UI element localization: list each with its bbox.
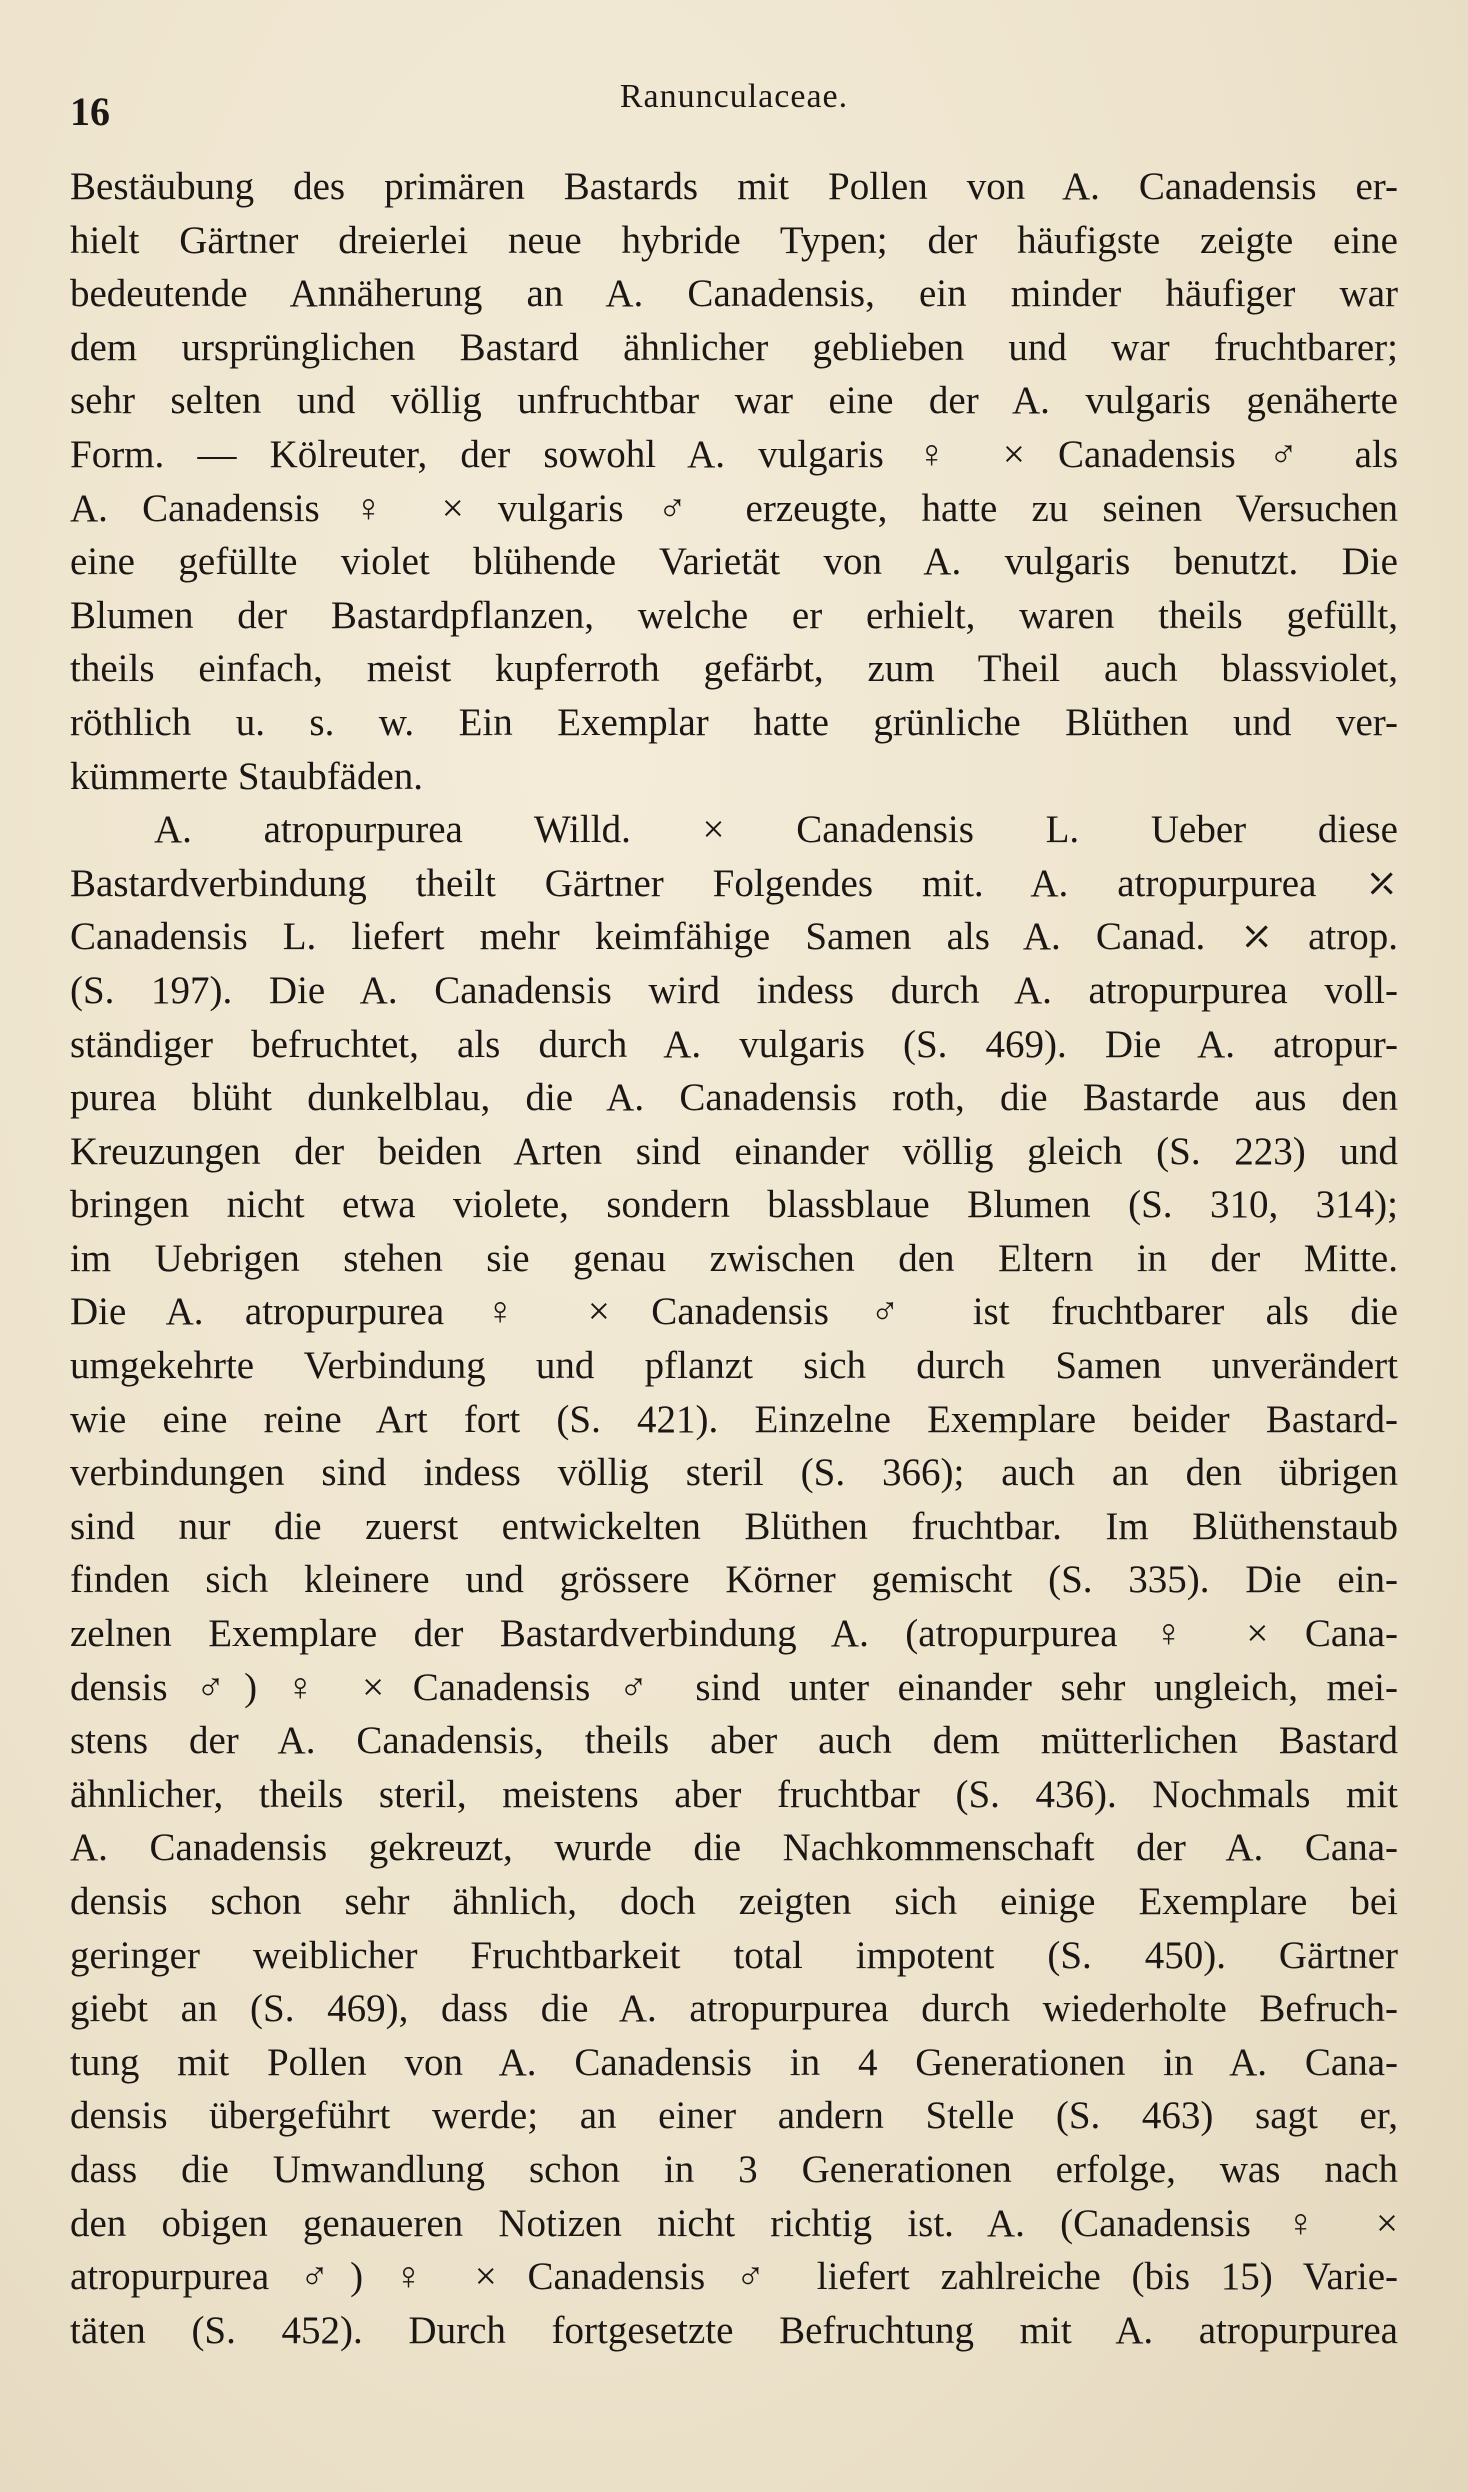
text-line: ähnlicher, theils steril, meistens aber fruchtbar (S. 436). Nochmals mit [70, 1772, 1398, 1816]
text-line: ständiger befruchtet, als durch A. vulgaris (S. 469). Die A. atropur- [70, 1022, 1398, 1066]
text-line: Kreuzungen der beiden Arten sind einander völlig gleich (S. 223) und [70, 1129, 1398, 1173]
page-header [70, 78, 1398, 134]
body-text [70, 160, 1398, 2357]
text-line: Bastardverbindung theilt Gärtner Folgendes mit. A. atropurpurea ⤫ [70, 861, 1398, 905]
text-line: bedeutende Annäherung an A. Canadensis, ein minder häufiger war [70, 272, 1398, 316]
text-line: bringen nicht etwa violete, sondern blassblaue Blumen (S. 310, 314); [70, 1183, 1398, 1227]
text-line: im Uebrigen stehen sie genau zwischen den Eltern in der Mitte. [70, 1236, 1398, 1280]
text-line: wie eine reine Art fort (S. 421). Einzelne Exemplare beider Bastard- [70, 1397, 1398, 1441]
text-line: Bestäubung des primären Bastards mit Pollen von A. Canadensis er- [70, 165, 1398, 208]
text-line: dem ursprünglichen Bastard ähnlicher geblieben und war fruchtbarer; [70, 325, 1398, 369]
text-line: theils einfach, meist kupferroth gefärbt, zum Theil auch blassviolet, [70, 647, 1398, 691]
text-line: A. Canadensis gekreuzt, wurde die Nachkommenschaft der A. Cana- [70, 1826, 1398, 1870]
text-line: Form. — Kölreuter, der sowohl A. vulgaris ♀ × Canadensis ♂ als [70, 432, 1398, 476]
text-line: tung mit Pollen von A. Canadensis in 4 Generationen in A. Cana- [70, 2040, 1398, 2084]
text-line: röthlich u. s. w. Ein Exemplar hatte grünliche Blüthen und ver- [70, 700, 1398, 744]
text-line: kümmerte Staubfäden. [70, 754, 424, 798]
text-line: täten (S. 452). Durch fortgesetzte Befruchtung mit A. atropurpurea [70, 2308, 1398, 2352]
text-line: A. Canadensis ♀ × vulgaris ♂ erzeugte, hatte zu seinen Versuchen [70, 486, 1398, 530]
text-line: Canadensis L. liefert mehr keimfähige Samen als A. Canad. ⤫ atrop. [70, 915, 1398, 959]
text-line: giebt an (S. 469), dass die A. atropurpurea durch wiederholte Befruch- [70, 1987, 1398, 2031]
text-line: densis schon sehr ähnlich, doch zeigten sich einige Exemplare bei [70, 1880, 1398, 1923]
text-line: sind nur die zuerst entwickelten Blüthen fruchtbar. Im Blüthenstaub [70, 1504, 1398, 1548]
text-line: den obigen genaueren Notizen nicht richtig ist. A. (Canadensis ♀ × [70, 2201, 1398, 2245]
section-heading-line: A. atropurpurea Willd. × Canadensis L. Ueber diese [154, 808, 1398, 852]
text-line: (S. 197). Die A. Canadensis wird indess durch A. atropurpurea voll- [70, 968, 1398, 1012]
text-line: Die A. atropurpurea ♀ × Canadensis ♂ ist fruchtbarer als die [70, 1290, 1398, 1334]
text-line: geringer weiblicher Fruchtbarkeit total impotent (S. 450). Gärtner [70, 1933, 1398, 1977]
text-line: atropurpurea ♂) ♀ × Canadensis ♂ liefert zahlreiche (bis 15) Varie- [70, 2255, 1398, 2299]
text-line: Blumen der Bastardpflanzen, welche er erhielt, waren theils gefüllt, [70, 593, 1398, 637]
page-number: 16 [70, 89, 110, 134]
text-line: stens der A. Canadensis, theils aber auch dem mütterlichen Bastard [70, 1719, 1398, 1763]
text-line: dass die Umwandlung schon in 3 Generationen erfolge, was nach [70, 2147, 1398, 2191]
text-line: finden sich kleinere und grössere Körner gemischt (S. 335). Die ein- [70, 1558, 1398, 1602]
text-line: densis ♂) ♀ × Canadensis ♂ sind unter einander sehr ungleich, mei- [70, 1665, 1398, 1709]
running-title: Ranunculaceae. [619, 78, 849, 115]
text-line: purea blüht dunkelblau, die A. Canadensis roth, die Bastarde aus den [70, 1076, 1398, 1120]
text-line: verbindungen sind indess völlig steril (S. 366); auch an den übrigen [70, 1451, 1398, 1495]
text-line: eine gefüllte violet blühende Varietät von A. vulgaris benutzt. Die [70, 540, 1398, 584]
text-line: umgekehrte Verbindung und pflanzt sich durch Samen unverändert [70, 1344, 1398, 1388]
text-line: densis übergeführt werde; an einer andern Stelle (S. 463) sagt er, [70, 2094, 1398, 2138]
text-line: zelnen Exemplare der Bastardverbindung A. (atropurpurea ♀ × Cana- [70, 1612, 1398, 1656]
text-line: hielt Gärtner dreierlei neue hybride Typen; der häufigste zeigte eine [70, 218, 1398, 262]
text-line: sehr selten und völlig unfruchtbar war eine der A. vulgaris genäherte [70, 379, 1398, 423]
